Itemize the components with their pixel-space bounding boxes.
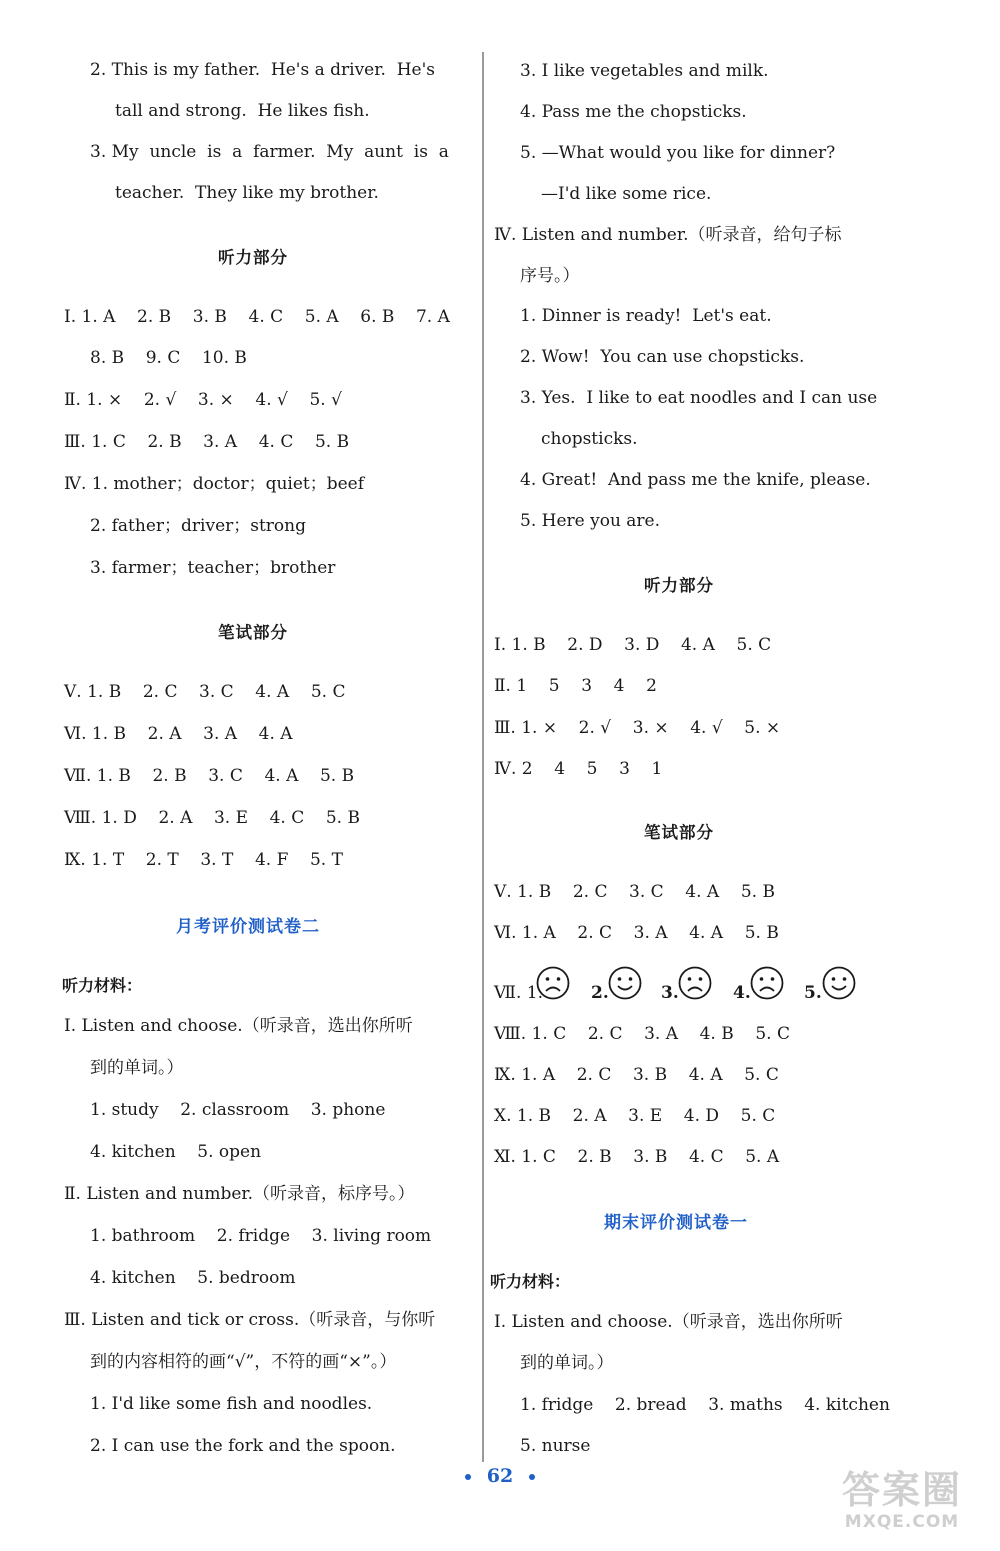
text-line: 2. This is my father. He's a driver. He's xyxy=(90,60,435,80)
text-line: Ⅳ. Listen and number.（听录音，给句子标 xyxy=(494,225,842,245)
answer-line: Ⅷ. 1. C 2. C 3. A 4. B 5. C xyxy=(494,1024,790,1044)
material-line: 4. kitchen 5. open xyxy=(90,1142,262,1162)
answer-line: Ⅱ. 1. × 2. √ 3. × 4. √ 5. √ xyxy=(64,390,342,410)
material-line: 4. kitchen 5. bedroom xyxy=(90,1268,296,1288)
text-line: —I'd like some rice. xyxy=(541,184,712,204)
answer-line: Ⅱ. 1 5 3 4 2 xyxy=(494,676,657,696)
watermark-logo xyxy=(822,1469,982,1541)
happy-face-icon xyxy=(608,966,642,1000)
answer-line: Ⅹ. 1. B 2. A 3. E 4. D 5. C xyxy=(494,1106,776,1126)
material-line: 到的单词。） xyxy=(90,1058,184,1078)
face-number: 2. xyxy=(591,983,609,1003)
column-divider xyxy=(482,52,484,1462)
material-line: Ⅱ. Listen and number.（听录音，标序号。） xyxy=(64,1184,415,1204)
text-line: 1. Dinner is ready! Let's eat. xyxy=(520,306,772,326)
materials-label: 听力材料： xyxy=(62,976,143,995)
material-line: Ⅰ. Listen and choose.（听录音，选出你所听 xyxy=(494,1312,843,1332)
text-line: 5. —What would you like for dinner? xyxy=(520,143,836,163)
answer-line: Ⅲ. 1. C 2. B 3. A 4. C 5. B xyxy=(64,432,350,452)
text-line: teacher. They like my brother. xyxy=(115,183,379,203)
text-line: 4. Great! And pass me the knife, please. xyxy=(520,470,871,490)
answer-line: Ⅰ. 1. A 2. B 3. B 4. C 5. A 6. B 7. A xyxy=(64,307,450,327)
answer-line: Ⅰ. 1. B 2. D 3. D 4. A 5. C xyxy=(494,635,772,655)
face-number: 5. xyxy=(804,983,822,1003)
answer-line: Ⅶ. 1. B 2. B 3. C 4. A 5. B xyxy=(64,766,355,786)
face-number: 4. xyxy=(733,983,751,1003)
watermark-bottom: MXQE.COM xyxy=(844,1512,960,1532)
text-line: 2. Wow! You can use chopsticks. xyxy=(520,347,805,367)
listening-heading: 听力部分 xyxy=(644,576,714,595)
materials-label: 听力材料： xyxy=(490,1272,571,1291)
bullet-icon xyxy=(465,1474,471,1480)
material-line: 5. nurse xyxy=(520,1436,591,1456)
material-line: 1. fridge 2. bread 3. maths 4. kitchen xyxy=(520,1395,890,1415)
text-line: 3. Yes. I like to eat noodles and I can use xyxy=(520,388,878,408)
answer-line: Ⅴ. 1. B 2. C 3. C 4. A 5. B xyxy=(494,882,775,902)
answer-line: Ⅺ. 1. C 2. B 3. B 4. C 5. A xyxy=(494,1147,780,1167)
material-line: 1. bathroom 2. fridge 3. living room xyxy=(90,1226,432,1246)
answer-line: Ⅸ. 1. T 2. T 3. T 4. F 5. T xyxy=(64,850,343,870)
answer-line: Ⅷ. 1. D 2. A 3. E 4. C 5. B xyxy=(64,808,360,828)
material-line: 2. I can use the fork and the spoon. xyxy=(90,1436,396,1456)
text-line: 5. Here you are. xyxy=(520,511,661,531)
sad-face-icon xyxy=(678,966,712,1000)
answer-line: Ⅴ. 1. B 2. C 3. C 4. A 5. C xyxy=(64,682,346,702)
material-line: 到的内容相符的画“√”，不符的画“×”。） xyxy=(90,1352,397,1372)
text-line: 3. I like vegetables and milk. xyxy=(520,61,769,81)
text-line: tall and strong. He likes fish. xyxy=(115,101,370,121)
answer-line: Ⅵ. 1. B 2. A 3. A 4. A xyxy=(64,724,293,744)
answer-line: 8. B 9. C 10. B xyxy=(90,348,247,368)
section-title: 期末评价测试卷一 xyxy=(604,1213,748,1233)
sad-face-icon xyxy=(750,966,784,1000)
material-line: 到的单词。） xyxy=(520,1353,614,1373)
section-title: 月考评价测试卷二 xyxy=(176,917,320,937)
material-line: Ⅰ. Listen and choose.（听录音，选出你所听 xyxy=(64,1016,413,1036)
text-line: chopsticks. xyxy=(541,429,638,449)
material-line: Ⅲ. Listen and tick or cross.（听录音，与你听 xyxy=(64,1310,436,1330)
answer-line: Ⅳ. 1. mother；doctor；quiet；beef xyxy=(64,474,365,494)
material-line: 1. I'd like some fish and noodles. xyxy=(90,1394,373,1414)
happy-face-icon xyxy=(822,966,856,1000)
face-number: 3. xyxy=(661,983,679,1003)
answer-line: Ⅳ. 2 4 5 3 1 xyxy=(494,759,663,779)
material-line: 1. study 2. classroom 3. phone xyxy=(90,1100,386,1120)
answer-line: 3. farmer；teacher；brother xyxy=(90,558,336,578)
answer-line: Ⅲ. 1. × 2. √ 3. × 4. √ 5. × xyxy=(494,718,781,738)
bullet-icon xyxy=(529,1474,535,1480)
answer-line: 2. father；driver；strong xyxy=(90,516,307,536)
page-number-text: 62 xyxy=(486,1465,514,1487)
writing-heading: 笔试部分 xyxy=(644,823,714,842)
text-line: 3. My uncle is a farmer. My aunt is a xyxy=(90,142,449,162)
answer-line: Ⅸ. 1. A 2. C 3. B 4. A 5. C xyxy=(494,1065,779,1085)
text-line: 4. Pass me the chopsticks. xyxy=(520,102,747,122)
text-line: 序号。） xyxy=(520,266,580,286)
faces-label: Ⅶ. 1. xyxy=(494,983,543,1003)
answer-line: Ⅵ. 1. A 2. C 3. A 4. A 5. B xyxy=(494,923,779,943)
listening-heading: 听力部分 xyxy=(218,248,288,267)
sad-face-icon xyxy=(536,966,570,1000)
writing-heading: 笔试部分 xyxy=(218,623,288,642)
watermark-top: 答案圈 xyxy=(841,1468,962,1512)
